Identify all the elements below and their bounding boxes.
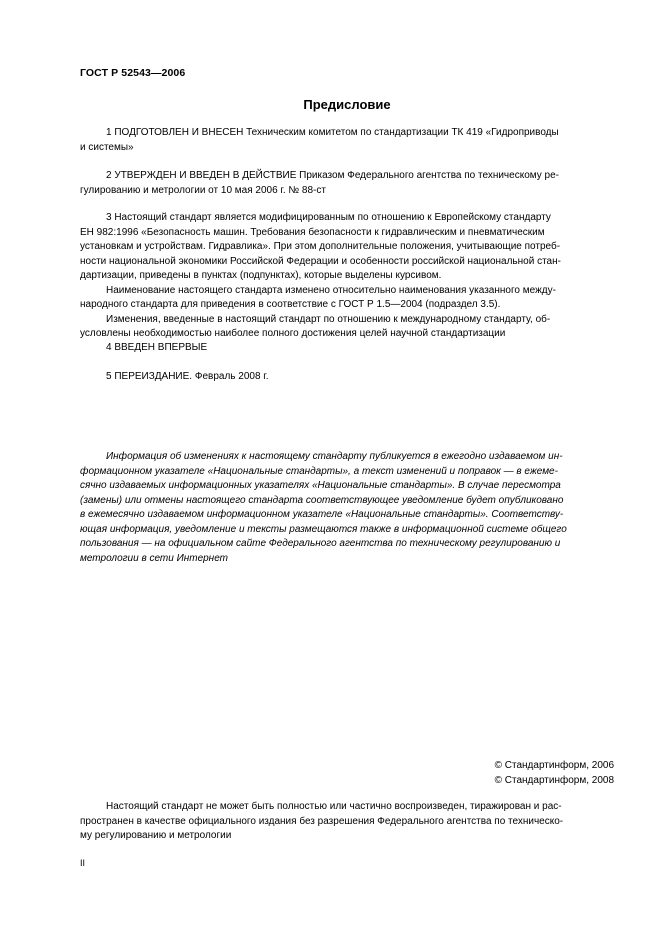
info-notice-line: ющая информация, уведомление и тексты размещаются также в информационной системе общего bbox=[80, 523, 567, 535]
foreword-item-3-changes-line: условлены необходимостью наиболее полного достижения целей научной стандартизации bbox=[80, 328, 506, 339]
document-code: ГОСТ Р 52543—2006 bbox=[80, 67, 186, 79]
foreword-item-3-name-line: Наименование настоящего стандарта изменено относительно наименования указанного между- bbox=[106, 284, 556, 296]
copyright-block bbox=[495, 759, 614, 788]
foreword-item-2-line: гулированию и метрологии от 10 мая 2006 г. № 88-ст bbox=[80, 184, 326, 196]
foreword-item-3-line: ности национальной экономики Российской Федерации и особенности российской национальной стан- bbox=[80, 255, 561, 267]
foreword-item-3-line: дартизации, приведены в пунктах (подпунктах), которые выделены курсивом. bbox=[80, 270, 442, 281]
info-notice-line: пользования — на официальном сайте Федерального агентства по техническому регулированию и bbox=[80, 538, 561, 549]
reproduction-notice-line: Настоящий стандарт не может быть полностью или частично воспроизведен, тиражирован и рас- bbox=[106, 801, 562, 812]
info-notice-line: формационном указателе «Национальные стандарты», а текст изменений и поправок — в ежеме- bbox=[80, 465, 558, 477]
foreword-item-2 bbox=[80, 169, 614, 198]
foreword-item-4-line: 4 ВВЕДЕН ВПЕРВЫЕ bbox=[106, 342, 208, 353]
info-notice-line: (замены) или отмены настоящего стандарта соответствующее уведомление будет опубликовано bbox=[80, 494, 564, 506]
reproduction-notice bbox=[80, 800, 614, 844]
reproduction-notice-line: пространен в качестве официального издания без разрешения Федерального агентства по техническо- bbox=[80, 815, 564, 827]
foreword-item-3-line: ЕН 982:1996 «Безопасность машин. Требования безопасности к гидравлическим и пневматическим bbox=[80, 226, 545, 238]
foreword-item-5-line: 5 ПЕРЕИЗДАНИЕ. Февраль 2008 г. bbox=[106, 371, 269, 382]
foreword-item-1 bbox=[80, 126, 614, 155]
copyright-line: © Стандартинформ, 2008 bbox=[494, 774, 614, 786]
copyright-line: © Стандартинформ, 2006 bbox=[494, 760, 614, 771]
foreword-item-4 bbox=[80, 341, 614, 356]
foreword-item-2-line: 2 УТВЕРЖДЕН И ВВЕДЕН В ДЕЙСТВИЕ Приказом Федерального агентства по техническому ре- bbox=[106, 170, 559, 181]
foreword-item-3 bbox=[80, 211, 614, 342]
foreword-item-5 bbox=[80, 370, 614, 385]
foreword-item-3-line: 3 Настоящий стандарт является модифицированным по отношению к Европейскому стандарту bbox=[106, 212, 551, 223]
info-notice bbox=[80, 450, 614, 566]
page-number: II bbox=[80, 858, 86, 868]
foreword-item-3-name-line: народного стандарта для приведения в соответствие с ГОСТ Р 1.5—2004 (подраздел 3.5). bbox=[80, 299, 501, 310]
info-notice-line: Информация об изменениях к настоящему стандарту публикуется в ежегодно издаваемом ин- bbox=[106, 451, 563, 462]
info-notice-line: метрологии в сети Интернет bbox=[80, 552, 228, 564]
foreword-item-1-line: 1 ПОДГОТОВЛЕН И ВНЕСЕН Техническим комитетом по стандартизации ТК 419 «Гидроприводы bbox=[106, 127, 559, 138]
foreword-item-1-line: и системы» bbox=[80, 141, 134, 153]
info-notice-line: в ежемесячно издаваемом информационном указателе «Национальные стандарты». Соответству- bbox=[80, 509, 564, 520]
info-notice-line: сячно издаваемых информационных указателях «Национальные стандарты». В случае пересмотра bbox=[80, 480, 561, 491]
reproduction-notice-line: му регулированию и метрологии bbox=[80, 830, 232, 841]
page-title: Предисловие bbox=[303, 97, 391, 112]
foreword-item-3-changes-line: Изменения, введенные в настоящий стандарт по отношению к международному стандарту, об- bbox=[106, 313, 551, 325]
foreword-item-3-line: установкам и устройствам. Гидравлика». При этом дополнительные положения, учитывающие потреб- bbox=[80, 241, 561, 252]
